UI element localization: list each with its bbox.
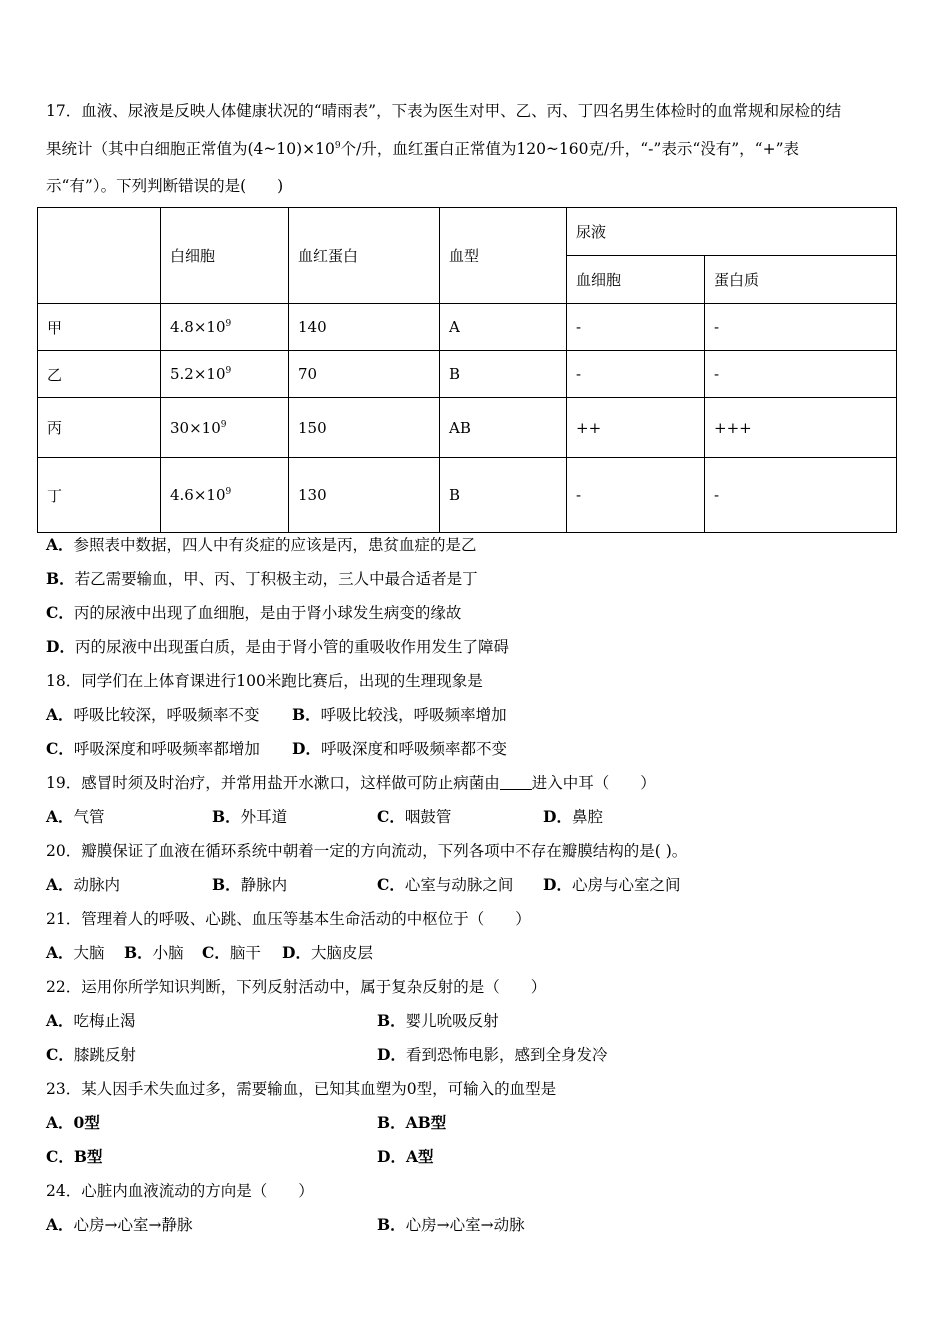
row-name: 丙 bbox=[38, 398, 161, 458]
q18-option-c[interactable]: C．呼吸深度和呼吸频率都增加 bbox=[46, 739, 260, 758]
q19-option-a[interactable]: A．气管 bbox=[46, 807, 105, 826]
header-urine: 尿液 bbox=[567, 208, 897, 256]
row-hb: 140 bbox=[289, 304, 440, 351]
q19-stem: 19．感冒时须及时治疗，并常用盐开水漱口，这样做可防止病菌由 进入中耳（ ） bbox=[46, 774, 656, 792]
header-wbc: 白细胞 bbox=[161, 208, 289, 304]
q21-stem: 21．管理着人的呼吸、心跳、血压等基本生命活动的中枢位于（ ） bbox=[46, 910, 531, 928]
row-wbc: $4.8\times 10^9$ bbox=[161, 304, 289, 351]
q19-option-b[interactable]: B．外耳道 bbox=[212, 807, 288, 826]
q17-stem-line2: 果统计（其中白细胞正常值为$(4\sim 10)\times 10^9$个/升，血红蛋白正常值为120~160克/升，“-”表示“没有”，“+”表 bbox=[46, 140, 799, 158]
q24-option-a[interactable]: A．心房→心室→静脉 bbox=[46, 1215, 193, 1234]
q22-option-b[interactable]: B．婴儿吮吸反射 bbox=[377, 1011, 499, 1030]
q17-stem-line3: 示“有”）。下列判断错误的是( ) bbox=[46, 177, 284, 195]
q18-option-d[interactable]: D．呼吸深度和呼吸频率都不变 bbox=[292, 739, 507, 758]
q20-stem: 20．瓣膜保证了血液在循环系统中朝着一定的方向流动，下列各项中不存在瓣膜结构的是( )。 bbox=[46, 842, 688, 860]
row-wbc: $4.6\times 10^9$ bbox=[161, 458, 289, 533]
row-cells: - bbox=[567, 351, 705, 398]
answer-blank[interactable] bbox=[500, 773, 532, 790]
q19-option-d[interactable]: D．鼻腔 bbox=[543, 807, 603, 826]
q18-stem: 18．同学们在上体育课进行100米跑比赛后，出现的生理现象是 bbox=[46, 672, 483, 690]
q21-option-d[interactable]: D．大脑皮层 bbox=[282, 943, 373, 962]
q17-stem-line1: 17．血液、尿液是反映人体健康状况的“晴雨表”，下表为医生对甲、乙、丙、丁四名男生体检时的血常规和尿检的结 bbox=[46, 102, 842, 120]
row-cells: ++ bbox=[567, 398, 705, 458]
q21-option-b[interactable]: B．小脑 bbox=[124, 943, 184, 962]
q22-stem: 22．运用你所学知识判断，下列反射活动中，属于复杂反射的是（ ） bbox=[46, 978, 547, 996]
row-hb: 150 bbox=[289, 398, 440, 458]
row-protein: - bbox=[705, 351, 897, 398]
q20-option-c[interactable]: C．心室与动脉之间 bbox=[377, 875, 514, 894]
table-row bbox=[38, 304, 897, 351]
q18-option-a[interactable]: A．呼吸比较深，呼吸频率不变 bbox=[46, 705, 260, 724]
q17-option-d[interactable]: D．丙的尿液中出现蛋白质，是由于肾小管的重吸收作用发生了障碍 bbox=[46, 637, 509, 656]
q23-option-b[interactable]: B．AB型 bbox=[377, 1113, 447, 1132]
q17-option-b[interactable]: B．若乙需要输血，甲、丙、丁积极主动，三人中最合适者是丁 bbox=[46, 569, 478, 588]
row-type: AB bbox=[440, 398, 567, 458]
row-name: 甲 bbox=[38, 304, 161, 351]
row-type: A bbox=[440, 304, 567, 351]
row-protein: - bbox=[705, 304, 897, 351]
q23-option-a[interactable]: A．0型 bbox=[46, 1113, 100, 1132]
row-protein: - bbox=[705, 458, 897, 533]
row-type: B bbox=[440, 351, 567, 398]
q22-option-a[interactable]: A．吃梅止渴 bbox=[46, 1011, 136, 1030]
q24-stem: 24．心脏内血液流动的方向是（ ） bbox=[46, 1182, 314, 1200]
row-hb: 130 bbox=[289, 458, 440, 533]
q23-option-c[interactable]: C．B型 bbox=[46, 1147, 103, 1166]
row-cells: - bbox=[567, 304, 705, 351]
header-blood-type: 血型 bbox=[440, 208, 567, 304]
q19-option-c[interactable]: C．咽鼓管 bbox=[377, 807, 452, 826]
q17-option-a[interactable]: A．参照表中数据，四人中有炎症的应该是丙，患贫血症的是乙 bbox=[46, 535, 477, 554]
q18-option-b[interactable]: B．呼吸比较浅，呼吸频率增加 bbox=[292, 705, 507, 724]
header-urine-protein: 蛋白质 bbox=[705, 256, 897, 304]
q20-option-a[interactable]: A．动脉内 bbox=[46, 875, 121, 894]
q20-option-b[interactable]: B．静脉内 bbox=[212, 875, 288, 894]
row-name: 乙 bbox=[38, 351, 161, 398]
q21-option-a[interactable]: A．大脑 bbox=[46, 943, 105, 962]
header-hemoglobin: 血红蛋白 bbox=[289, 208, 440, 304]
q21-option-c[interactable]: C．脑干 bbox=[202, 943, 261, 962]
row-type: B bbox=[440, 458, 567, 533]
table-row bbox=[38, 351, 897, 398]
row-cells: - bbox=[567, 458, 705, 533]
row-wbc: $5.2\times 10^9$ bbox=[161, 351, 289, 398]
q22-option-c[interactable]: C．膝跳反射 bbox=[46, 1045, 136, 1064]
table-row bbox=[38, 458, 897, 533]
q23-option-d[interactable]: D．A型 bbox=[377, 1147, 434, 1166]
q17-option-c[interactable]: C．丙的尿液中出现了血细胞，是由于肾小球发生病变的缘故 bbox=[46, 603, 462, 622]
row-name: 丁 bbox=[38, 458, 161, 533]
header-urine-cells: 血细胞 bbox=[567, 256, 705, 304]
q17-data-table bbox=[37, 207, 897, 533]
q24-option-b[interactable]: B．心房→心室→动脉 bbox=[377, 1215, 525, 1234]
q23-stem: 23．某人因手术失血过多，需要输血，已知其血塑为0型，可输入的血型是 bbox=[46, 1080, 557, 1098]
q22-option-d[interactable]: D．看到恐怖电影，感到全身发冷 bbox=[377, 1045, 608, 1064]
table-row bbox=[38, 398, 897, 458]
q20-option-d[interactable]: D．心房与心室之间 bbox=[543, 875, 681, 894]
header-blank bbox=[38, 208, 161, 304]
row-wbc: $30\times 10^9$ bbox=[161, 398, 289, 458]
row-hb: 70 bbox=[289, 351, 440, 398]
row-protein: +++ bbox=[705, 398, 897, 458]
